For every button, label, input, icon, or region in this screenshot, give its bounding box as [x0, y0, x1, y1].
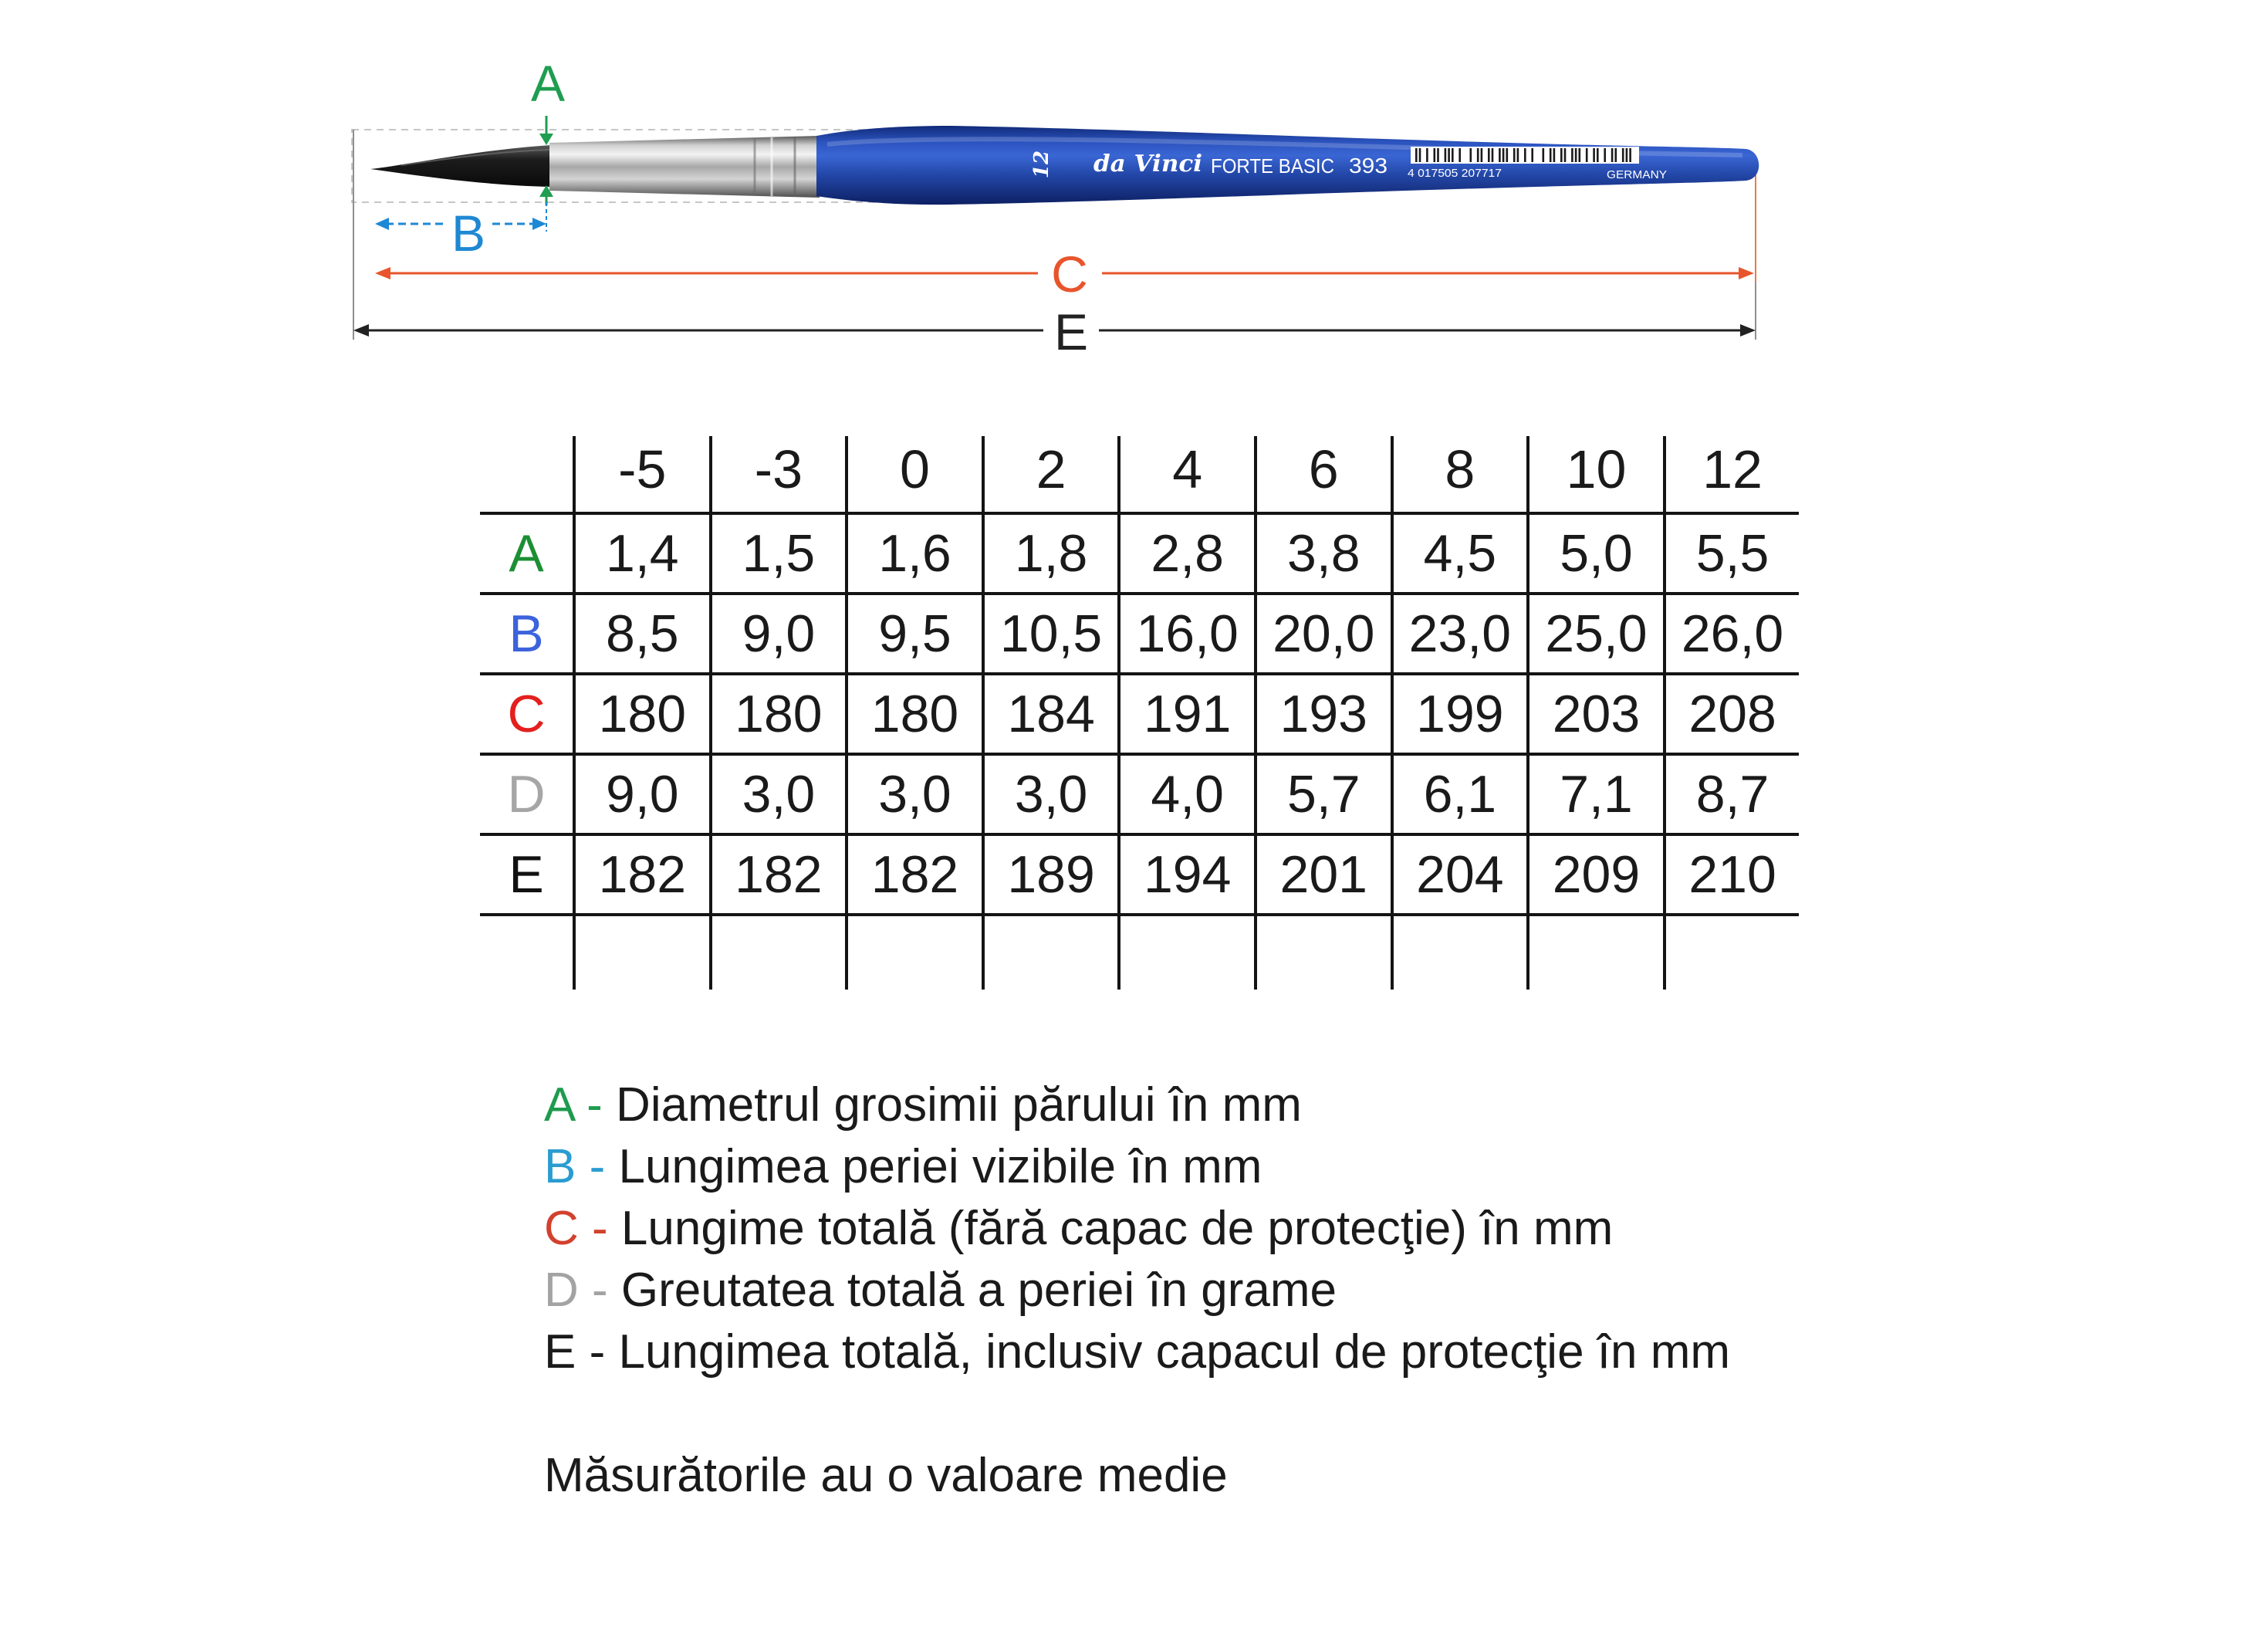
value-cell: 9,0: [709, 592, 846, 672]
row-label-e: E: [480, 833, 573, 913]
table-corner-cell: [480, 436, 573, 512]
barcode-bar: [1488, 148, 1490, 162]
barcode-bar: [1586, 148, 1588, 162]
value-cell: 210: [1663, 833, 1800, 913]
empty-cell: [1117, 913, 1254, 990]
value-cell: 189: [982, 833, 1118, 913]
legend-key-c: C -: [544, 1202, 608, 1255]
value-cell: 182: [573, 833, 709, 913]
header-cell: -5: [573, 436, 709, 512]
value-cell: 9,0: [573, 753, 709, 833]
dimension-label-e: E: [1053, 303, 1089, 360]
barcode-bar: [1524, 148, 1526, 162]
value-cell: 20,0: [1254, 592, 1391, 672]
barcode-bar: [1615, 148, 1617, 162]
barcode-bar: [1434, 148, 1436, 162]
barcode-bar: [1513, 148, 1516, 162]
dimension-b: [375, 202, 546, 262]
value-cell: 184: [982, 672, 1118, 753]
value-cell: 201: [1254, 833, 1391, 913]
barcode-bar: [1579, 148, 1581, 162]
dimension-c-left-arrowhead: [375, 267, 390, 279]
value-cell: 8,7: [1663, 753, 1800, 833]
dimension-e-right-arrowhead: [1740, 324, 1756, 337]
barcode-number-print: 4 017505 207717: [1408, 167, 1502, 180]
dimension-label-c: C: [1051, 245, 1088, 303]
value-cell: 2,8: [1117, 512, 1254, 592]
empty-cell: [573, 913, 709, 990]
dimension-e: [353, 303, 1756, 360]
barcode-bar: [1437, 148, 1439, 162]
empty-cell: [1391, 913, 1527, 990]
value-cell: 1,8: [982, 512, 1118, 592]
measurement-note: Măsurătorile au o valoare medie: [544, 1449, 1228, 1502]
barcode-bar: [1543, 148, 1545, 162]
value-cell: 204: [1391, 833, 1527, 913]
legend: [544, 1074, 1730, 1507]
row-label-d: D: [480, 753, 573, 833]
empty-cell: [845, 913, 982, 990]
barcode-bar: [1517, 148, 1519, 162]
value-cell: 5,7: [1254, 753, 1391, 833]
value-cell: 6,1: [1391, 753, 1527, 833]
empty-label-cell: [480, 913, 573, 990]
value-cell: 8,5: [573, 592, 709, 672]
barcode-bar: [1502, 148, 1505, 162]
value-cell: 23,0: [1391, 592, 1527, 672]
barcode-bar: [1550, 148, 1552, 162]
legend-item-a: [544, 1074, 1730, 1136]
legend-key-e: E -: [544, 1325, 606, 1379]
value-cell: 191: [1117, 672, 1254, 753]
value-cell: 1,6: [845, 512, 982, 592]
barcode-bar: [1622, 148, 1624, 162]
value-cell: 180: [573, 672, 709, 753]
barcode-bar: [1593, 148, 1595, 162]
header-cell: 12: [1663, 436, 1800, 512]
barcode-bar: [1419, 148, 1421, 162]
series-print: FORTE BASIC: [1211, 154, 1334, 178]
legend-key-d: D -: [544, 1264, 608, 1317]
barcode-bar: [1506, 148, 1509, 162]
barcode: [1411, 147, 1639, 164]
value-cell: 1,5: [709, 512, 846, 592]
origin-print: GERMANY: [1607, 168, 1667, 181]
legend-text-b: Lungimea periei vizibile în mm: [618, 1140, 1262, 1193]
value-cell: 1,4: [573, 512, 709, 592]
value-cell: 3,8: [1254, 512, 1391, 592]
legend-item-d: [544, 1260, 1730, 1321]
barcode-bar: [1477, 148, 1479, 162]
legend-text-c: Lungime totală (fără capac de protecţie) în mm: [620, 1202, 1614, 1255]
size-spec-table: [480, 436, 1799, 990]
barcode-bar: [1531, 148, 1533, 162]
barcode-bar: [1452, 148, 1454, 162]
legend-key-a: A -: [544, 1078, 603, 1132]
barcode-bar: [1426, 148, 1428, 162]
barcode-bar: [1481, 148, 1483, 162]
header-cell: 10: [1526, 436, 1663, 512]
empty-cell: [1254, 913, 1391, 990]
brush-dimension-diagram: [0, 0, 2268, 370]
barcode-bar: [1604, 148, 1606, 162]
barcode-bar: [1611, 148, 1614, 162]
empty-cell: [709, 913, 846, 990]
value-cell: 26,0: [1663, 592, 1800, 672]
barcode-bar: [1575, 148, 1577, 162]
legend-item-b: [544, 1136, 1730, 1198]
legend-item-c: [544, 1198, 1730, 1260]
value-cell: 9,5: [845, 592, 982, 672]
barcode-bar: [1492, 148, 1494, 162]
value-cell: 4,0: [1117, 753, 1254, 833]
value-cell: 7,1: [1526, 753, 1663, 833]
legend-text-a: Diametrul grosimii părului în mm: [616, 1078, 1302, 1132]
legend-key-b: B -: [544, 1140, 606, 1193]
value-cell: 3,0: [982, 753, 1118, 833]
barcode-bar: [1629, 148, 1631, 162]
barcode-bar: [1448, 148, 1450, 162]
brush-ferrule: [549, 136, 820, 198]
dimension-c: [375, 245, 1754, 303]
dimension-b-right-arrowhead: [532, 218, 546, 230]
dimension-label-b: B: [451, 205, 486, 262]
empty-cell: [1526, 913, 1663, 990]
brand-print: da Vinci: [1093, 151, 1202, 178]
barcode-bar: [1445, 148, 1447, 162]
dimension-label-a: A: [530, 55, 566, 112]
barcode-bar: [1597, 148, 1599, 162]
row-label-c: C: [480, 672, 573, 753]
value-cell: 16,0: [1117, 592, 1254, 672]
value-cell: 208: [1663, 672, 1800, 753]
barcode-bar: [1499, 148, 1501, 162]
barcode-bar: [1415, 148, 1418, 162]
value-cell: 5,0: [1526, 512, 1663, 592]
header-cell: -3: [709, 436, 846, 512]
legend-text-e: Lungimea totală, inclusiv capacul de protecţie în mm: [618, 1325, 1730, 1379]
row-label-a: A: [480, 512, 573, 592]
legend-text-d: Greutatea totală a periei în grame: [620, 1264, 1337, 1317]
barcode-bar: [1470, 148, 1472, 162]
dimension-e-left-arrowhead: [353, 324, 369, 337]
value-cell: 3,0: [709, 753, 846, 833]
value-cell: 199: [1391, 672, 1527, 753]
barcode-bar: [1564, 148, 1567, 162]
row-label-b: B: [480, 592, 573, 672]
value-cell: 180: [845, 672, 982, 753]
header-cell: 2: [982, 436, 1118, 512]
header-cell: 0: [845, 436, 982, 512]
value-cell: 4,5: [1391, 512, 1527, 592]
value-cell: 182: [709, 833, 846, 913]
value-cell: 209: [1526, 833, 1663, 913]
value-cell: 203: [1526, 672, 1663, 753]
empty-cell: [1663, 913, 1800, 990]
value-cell: 3,0: [845, 753, 982, 833]
value-cell: 194: [1117, 833, 1254, 913]
header-cell: 6: [1254, 436, 1391, 512]
value-cell: 182: [845, 833, 982, 913]
barcode-bar: [1553, 148, 1556, 162]
brush-size-print: 12: [1030, 150, 1053, 179]
value-cell: 10,5: [982, 592, 1118, 672]
barcode-bar: [1571, 148, 1573, 162]
value-cell: 5,5: [1663, 512, 1800, 592]
dimension-b-left-arrowhead: [375, 218, 389, 230]
value-cell: 193: [1254, 672, 1391, 753]
value-cell: 180: [709, 672, 846, 753]
value-cell: 25,0: [1526, 592, 1663, 672]
dimension-c-right-arrowhead: [1739, 267, 1754, 279]
empty-cell: [982, 913, 1118, 990]
paint-brush: [370, 126, 1759, 205]
header-cell: 8: [1391, 436, 1527, 512]
barcode-bar: [1626, 148, 1628, 162]
legend-item-e: [544, 1321, 1730, 1383]
barcode-bar: [1560, 148, 1563, 162]
barcode-bar: [1458, 148, 1461, 162]
header-cell: 4: [1117, 436, 1254, 512]
model-number-print: 393: [1349, 154, 1388, 178]
